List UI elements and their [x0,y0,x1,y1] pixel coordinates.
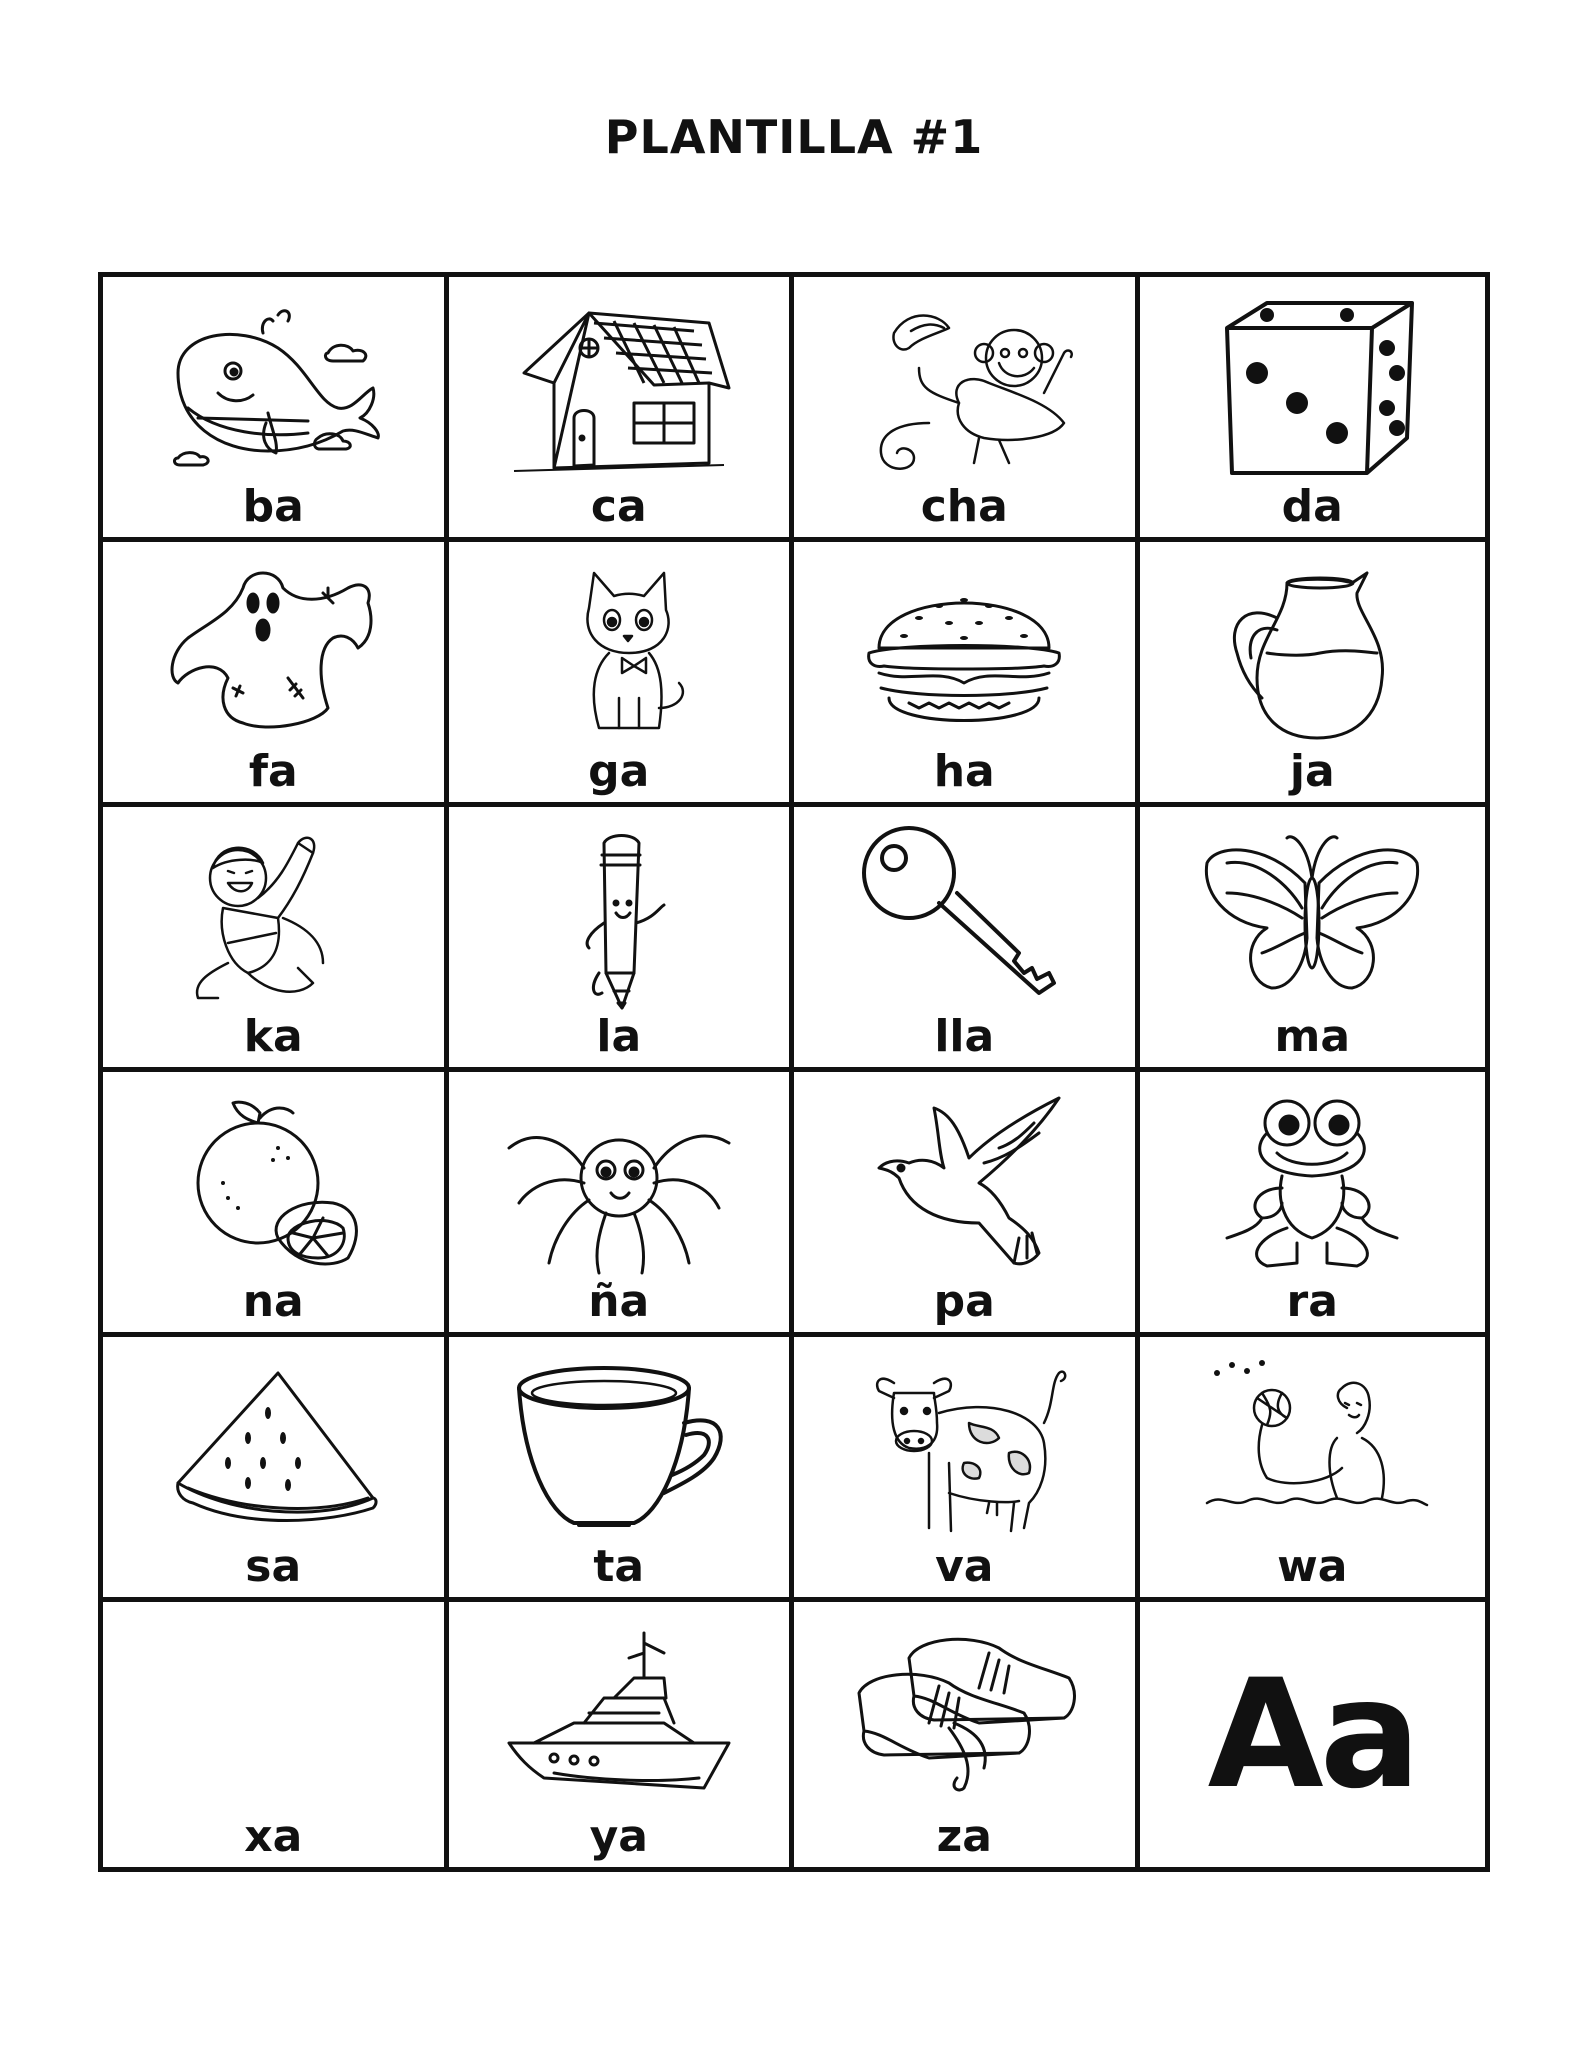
cell-lla [794,807,1140,1072]
syllable-label: za [936,1811,992,1862]
syllable-label: ta [593,1541,645,1592]
cell-ja [1140,542,1486,807]
cell-la [449,807,795,1072]
hamburger-icon [839,558,1089,748]
cell-ra [1140,1072,1486,1337]
big-letter-aa: Aa [1207,1647,1417,1822]
syllable-label: ha [933,746,995,797]
dice-icon [1187,293,1437,483]
house-icon [494,293,744,483]
syllable-label: sa [245,1541,302,1592]
cell-fa [103,542,449,807]
cell-na [103,1072,449,1337]
dove-icon [839,1088,1089,1278]
shoes-icon [839,1618,1089,1808]
syllable-label: da [1281,481,1343,532]
cell-xa [103,1602,449,1867]
syllable-label: ba [242,481,304,532]
cell-ga [449,542,795,807]
syllable-label: ma [1274,1011,1351,1062]
monkey-icon [839,293,1089,483]
cell-ya [449,1602,795,1867]
syllable-label: la [596,1011,642,1062]
syllable-label: ra [1286,1276,1338,1327]
cell-da [1140,277,1486,542]
butterfly-icon [1187,823,1437,1013]
page-title: PLANTILLA #1 [604,110,984,164]
yacht-icon [494,1618,744,1808]
frog-icon [1187,1088,1437,1278]
syllable-label: ña [588,1276,650,1327]
cell-za [794,1602,1140,1867]
cell-ka [103,807,449,1072]
cell-aa [1140,1602,1486,1867]
cell-ha [794,542,1140,807]
cell-sa [103,1337,449,1602]
syllable-label: pa [933,1276,995,1327]
syllable-label: ja [1289,746,1335,797]
syllable-label: ga [588,746,650,797]
orange-icon [148,1088,398,1278]
syllable-label: cha [920,481,1008,532]
syllable-grid [98,272,1490,1872]
watermelon-icon [148,1353,398,1543]
syllable-label: lla [934,1011,995,1062]
spider-icon [494,1088,744,1278]
cell-cha [794,277,1140,542]
cow-icon [839,1353,1089,1543]
cell-nya [449,1072,795,1337]
syllable-label: ya [589,1811,648,1862]
whale-icon [148,293,398,483]
syllable-label: wa [1277,1541,1348,1592]
pencil-icon [494,823,744,1013]
cell-ma [1140,807,1486,1072]
syllable-label: va [935,1541,994,1592]
karate-kid-icon [148,823,398,1013]
water-polo-icon [1187,1353,1437,1543]
cat-icon [494,558,744,748]
syllable-label: ca [590,481,647,532]
cell-va [794,1337,1140,1602]
syllable-label: ka [243,1011,303,1062]
cell-wa [1140,1337,1486,1602]
syllable-label: na [242,1276,304,1327]
key-icon [839,823,1089,1013]
ghost-icon [148,558,398,748]
cell-ba [103,277,449,542]
syllable-label: fa [248,746,298,797]
jug-icon [1187,558,1437,748]
cup-icon [494,1353,744,1543]
cell-pa [794,1072,1140,1337]
cell-ta [449,1337,795,1602]
syllable-label: xa [244,1811,303,1862]
cell-ca [449,277,795,542]
